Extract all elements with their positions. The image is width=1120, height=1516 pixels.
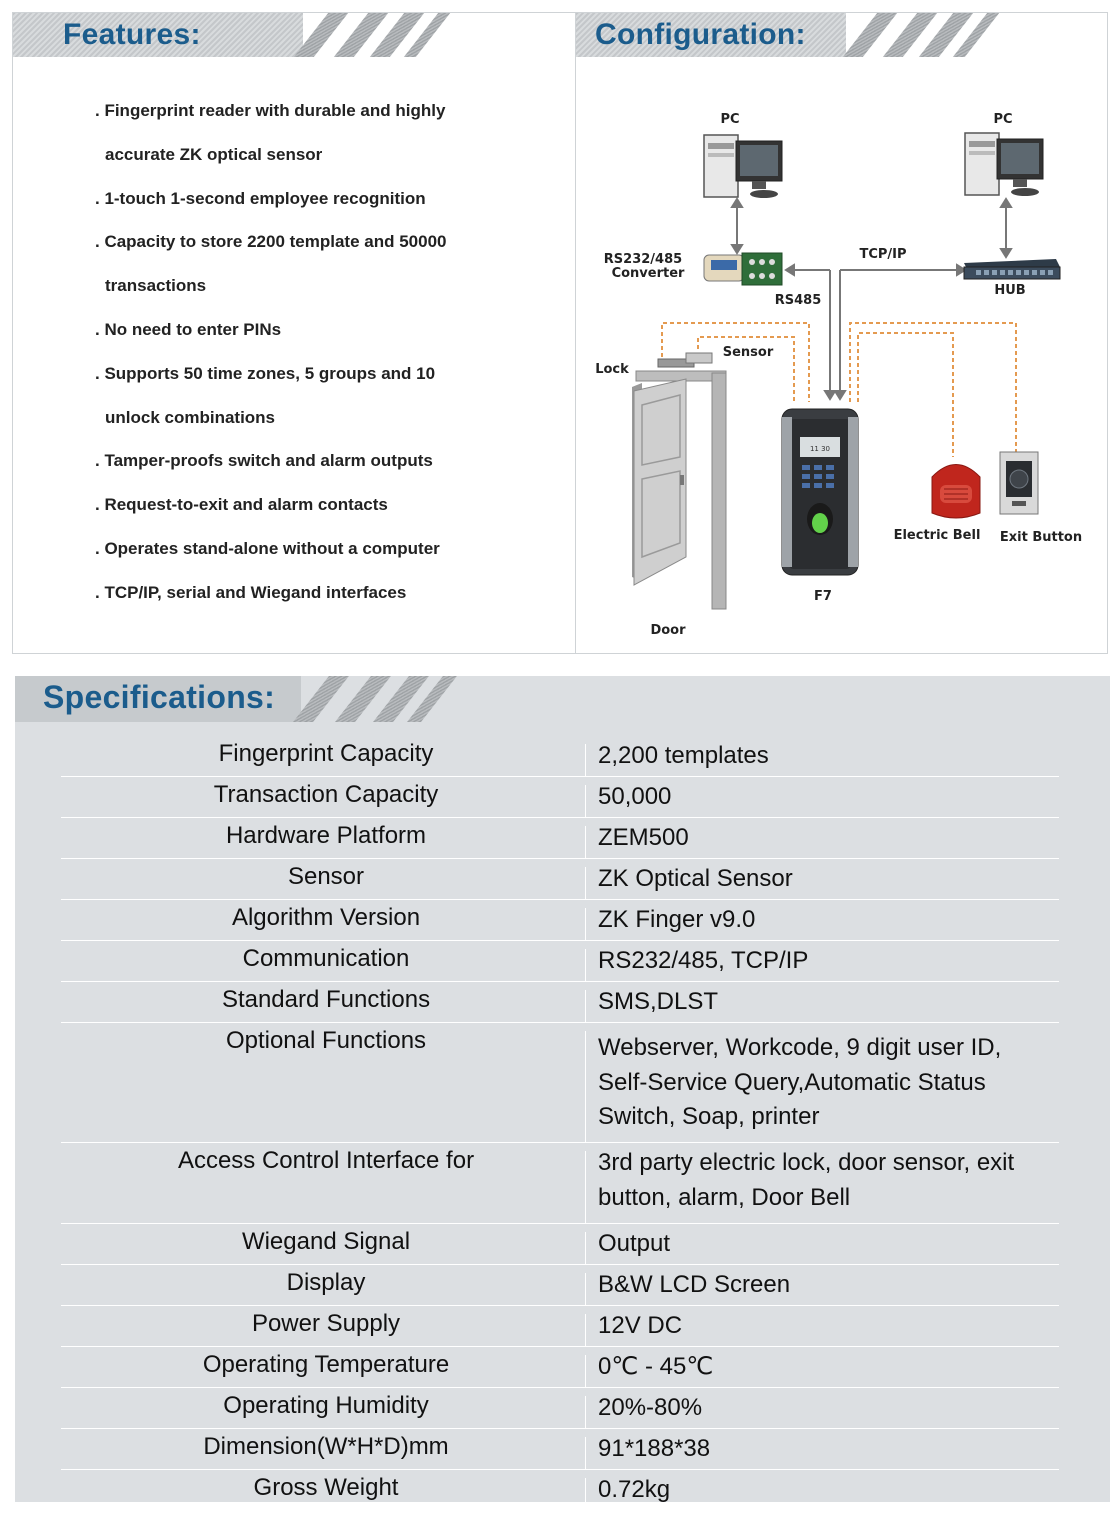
spec-value-line: 0.72kg xyxy=(598,1476,671,1503)
spec-value-line: RS232/485, TCP/IP xyxy=(598,947,809,974)
spec-row xyxy=(61,1306,1059,1347)
column-divider xyxy=(585,1151,586,1223)
feature-text: . No need to enter PINs xyxy=(95,319,282,339)
spec-value-line: 0℃ - 45℃ xyxy=(598,1353,714,1380)
spec-value-line: Self-Service Query,Automatic Status xyxy=(598,1068,986,1096)
spec-row xyxy=(61,777,1059,818)
spec-value-line: B&W LCD Screen xyxy=(598,1271,791,1298)
spec-value-line: ZK Optical Sensor xyxy=(598,865,793,892)
feature-line xyxy=(95,188,555,232)
spec-row xyxy=(61,1388,1059,1429)
spec-value-line: ZK Finger v9.0 xyxy=(598,906,756,933)
spec-value-line: button, alarm, Door Bell xyxy=(598,1183,851,1211)
spec-value xyxy=(598,1031,1038,1135)
spec-key: Access Control Interface for xyxy=(177,1147,475,1174)
column-divider xyxy=(585,1437,586,1469)
spec-row xyxy=(61,1347,1059,1388)
hub-icon xyxy=(964,259,1060,279)
spec-row xyxy=(61,1265,1059,1306)
tcpip-label: TCP/IP xyxy=(859,247,907,262)
spec-key: Power Supply xyxy=(251,1310,401,1337)
spec-value xyxy=(598,739,1038,774)
spec-value xyxy=(598,862,1038,897)
spec-key: Algorithm Version xyxy=(231,904,421,931)
feature-text: . Fingerprint reader with durable and highly xyxy=(95,101,446,120)
column-divider xyxy=(585,949,586,981)
spec-row xyxy=(61,900,1059,941)
door-icon xyxy=(632,353,726,609)
converter-label-2: Converter xyxy=(611,266,685,281)
sensor-label: Sensor xyxy=(722,345,774,360)
spec-value-line: ZEM500 xyxy=(598,824,689,851)
door-label: Door xyxy=(650,623,686,638)
feature-line xyxy=(95,144,555,188)
feature-line xyxy=(95,450,555,494)
feature-line xyxy=(95,407,555,451)
spec-value-line: 2,200 templates xyxy=(598,742,769,769)
hub-label: HUB xyxy=(994,283,1026,298)
spec-value-line: 20%-80% xyxy=(598,1394,703,1421)
spec-value xyxy=(598,1350,1038,1385)
column-divider xyxy=(585,744,586,776)
spec-value xyxy=(598,1432,1038,1467)
spec-value xyxy=(598,1268,1038,1303)
spec-key: Transaction Capacity xyxy=(213,781,439,808)
feature-text: . Tamper-proofs switch and alarm outputs xyxy=(95,451,433,471)
converter-icon xyxy=(704,253,782,285)
exit-button-icon xyxy=(1000,452,1038,514)
spec-key: Standard Functions xyxy=(221,986,431,1013)
spec-value xyxy=(598,1227,1038,1262)
column-divider xyxy=(585,1314,586,1346)
spec-key: Hardware Platform xyxy=(225,822,427,849)
spec-value xyxy=(598,903,1038,938)
spec-value xyxy=(598,780,1038,815)
f7-device-icon xyxy=(782,409,858,575)
pc-left-icon xyxy=(704,135,782,198)
features-panel xyxy=(12,12,577,654)
specifications-header xyxy=(15,676,1110,722)
spec-value xyxy=(598,985,1038,1020)
spec-value-line: Switch, Soap, printer xyxy=(598,1103,820,1130)
spec-value-line: Output xyxy=(598,1230,671,1257)
column-divider xyxy=(585,1396,586,1428)
spec-value-line: SMS,DLST xyxy=(598,988,719,1015)
feature-line xyxy=(95,538,555,582)
spec-value-line: 91*188*38 xyxy=(598,1435,711,1462)
spec-value-line: 3rd party electric lock, door sensor, exit xyxy=(598,1149,1015,1176)
configuration-header xyxy=(576,13,1107,57)
feature-text: . Capacity to store 2200 template and 50000 xyxy=(95,232,447,252)
f7-label: F7 xyxy=(814,589,832,604)
spec-key: Operating Humidity xyxy=(223,1392,429,1419)
spec-row xyxy=(61,1429,1059,1470)
spec-key: Gross Weight xyxy=(253,1474,399,1501)
features-list xyxy=(95,100,555,626)
device-screen-text: 11 30 xyxy=(809,445,831,453)
spec-value xyxy=(598,1146,1038,1215)
pc-right-icon xyxy=(965,133,1043,196)
spec-key: Dimension(W*H*D)mm xyxy=(203,1433,449,1460)
feature-line xyxy=(95,100,555,144)
specifications-panel xyxy=(15,676,1110,1502)
spec-key: Sensor xyxy=(287,863,365,890)
feature-line xyxy=(95,275,555,319)
configuration-title: Configuration: xyxy=(595,18,806,51)
feature-text: accurate ZK optical sensor xyxy=(105,144,323,164)
feature-text: unlock combinations xyxy=(105,407,276,427)
spec-value-line: 50,000 xyxy=(598,783,672,810)
configuration-diagram xyxy=(576,57,1107,651)
column-divider xyxy=(585,785,586,817)
spec-value-line: Webserver, Workcode, 9 digit user ID, xyxy=(598,1034,1002,1061)
column-divider xyxy=(585,990,586,1022)
column-divider xyxy=(585,1232,586,1264)
spec-key: Wiegand Signal xyxy=(241,1228,411,1255)
converter-label-1: RS232/485 xyxy=(603,252,683,267)
spec-row xyxy=(61,818,1059,859)
spec-value-line: 12V DC xyxy=(598,1312,683,1339)
spec-row xyxy=(61,859,1059,900)
lock-label: Lock xyxy=(595,362,629,377)
feature-line xyxy=(95,363,555,407)
spec-row xyxy=(61,982,1059,1023)
specifications-title: Specifications: xyxy=(43,679,276,715)
feature-text: transactions xyxy=(105,276,207,296)
spec-key: Fingerprint Capacity xyxy=(218,740,434,767)
spec-key: Operating Temperature xyxy=(202,1351,450,1378)
spec-key: Communication xyxy=(242,945,410,972)
spec-value xyxy=(598,1309,1038,1344)
feature-line xyxy=(95,494,555,538)
feature-text: . 1-touch 1-second employee recognition xyxy=(95,188,426,208)
feature-line xyxy=(95,319,555,363)
column-divider xyxy=(585,1355,586,1387)
spec-key: Optional Functions xyxy=(225,1027,427,1054)
spec-value xyxy=(598,1473,1038,1508)
spec-value xyxy=(598,1391,1038,1426)
column-divider xyxy=(585,1031,586,1142)
electric-bell-icon xyxy=(932,465,980,519)
pc-left-label: PC xyxy=(720,112,740,127)
feature-text: . Supports 50 time zones, 5 groups and 10 xyxy=(95,363,436,383)
pc-right-label: PC xyxy=(993,112,1013,127)
feature-text: . Operates stand-alone without a computer xyxy=(95,538,440,558)
spec-row xyxy=(61,1023,1059,1143)
column-divider xyxy=(585,867,586,899)
feature-line xyxy=(95,231,555,275)
column-divider xyxy=(585,1273,586,1305)
spec-row xyxy=(61,736,1059,777)
specifications-table xyxy=(61,736,1059,1516)
feature-text: . TCP/IP, serial and Wiegand interfaces xyxy=(95,582,407,602)
column-divider xyxy=(585,908,586,940)
exit-button-label: Exit Button xyxy=(999,530,1083,545)
spec-row xyxy=(61,1224,1059,1265)
rs485-label: RS485 xyxy=(774,293,822,308)
spec-value xyxy=(598,944,1038,979)
electric-bell-label: Electric Bell xyxy=(893,528,981,543)
column-divider xyxy=(585,826,586,858)
spec-value xyxy=(598,821,1038,856)
features-header xyxy=(13,13,576,57)
spec-key: Display xyxy=(286,1269,366,1296)
configuration-panel xyxy=(575,12,1108,654)
spec-row xyxy=(61,1470,1059,1516)
spec-row xyxy=(61,1143,1059,1224)
feature-line xyxy=(95,582,555,626)
features-title: Features: xyxy=(63,18,201,51)
column-divider xyxy=(585,1478,586,1515)
spec-row xyxy=(61,941,1059,982)
feature-text: . Request-to-exit and alarm contacts xyxy=(95,495,388,515)
